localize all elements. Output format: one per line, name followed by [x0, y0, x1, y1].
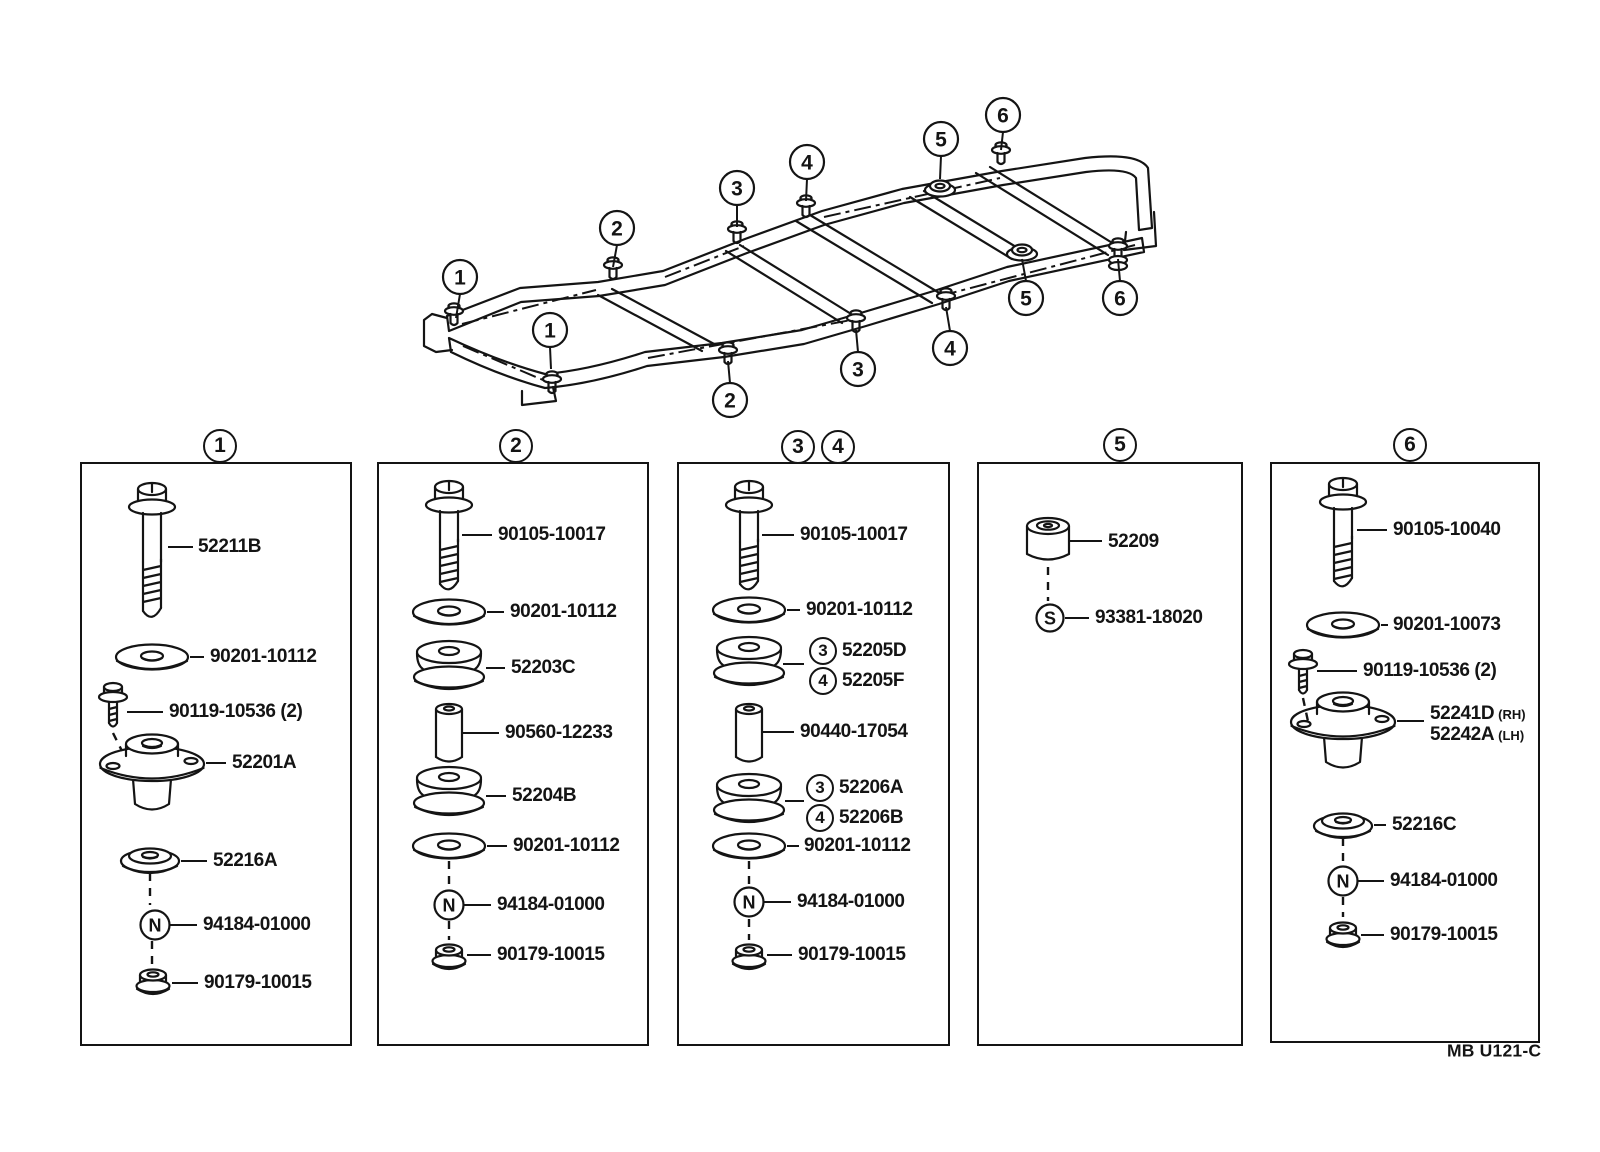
callout-5 — [924, 122, 958, 156]
part-label: 90201-10112 — [804, 835, 911, 856]
part-label: 90201-10112 — [806, 599, 913, 620]
bolt-icon — [543, 371, 561, 393]
part-label: 52241D (RH) — [1430, 703, 1526, 724]
part-label: 52209 — [1108, 531, 1159, 552]
svg-text:4: 4 — [801, 151, 813, 175]
panel-badge-1: 1 — [203, 429, 237, 463]
far-rail — [447, 156, 1152, 331]
row-badge-4: 4 — [806, 804, 834, 832]
body-mount-icon — [100, 735, 204, 810]
cushion-icon — [714, 637, 784, 685]
svg-text:5: 5 — [935, 128, 947, 152]
washer-icon — [116, 645, 188, 670]
svg-text:1: 1 — [544, 319, 556, 343]
nut-symbol-icon — [435, 891, 464, 920]
part-label: 52206B — [839, 807, 904, 828]
svg-text:4: 4 — [944, 337, 956, 361]
part-label: 52206A — [839, 777, 904, 798]
collar-icon — [436, 704, 462, 762]
row-badge-3: 3 — [806, 774, 834, 802]
cushion-icon — [414, 767, 484, 815]
part-label: 52205D — [842, 640, 907, 661]
callout-3 — [720, 171, 754, 205]
part-label: 94184-01000 — [203, 914, 311, 935]
part-label: 90119-10536 (2) — [169, 701, 303, 722]
flange-nut-icon — [1327, 923, 1360, 948]
bolt-icon — [1320, 478, 1366, 586]
nut-symbol-icon — [141, 911, 170, 940]
svg-text:N: N — [442, 895, 456, 916]
svg-text:2: 2 — [611, 217, 623, 241]
part-label: 52216C — [1392, 814, 1457, 835]
flange-nut-icon — [137, 970, 170, 995]
svg-text:3: 3 — [731, 177, 743, 201]
collar-icon — [736, 704, 762, 762]
panel-3-4-art — [713, 481, 804, 969]
part-label: 90179-10015 — [497, 944, 605, 965]
svg-text:3: 3 — [852, 358, 864, 382]
part-label: 52201A — [232, 752, 297, 773]
body-mount-icon — [1291, 693, 1395, 768]
part-label: 94184-01000 — [1390, 870, 1498, 891]
part-label: 52204B — [512, 785, 577, 806]
leader-lines — [462, 535, 507, 955]
svg-text:S: S — [1043, 608, 1057, 629]
nut-symbol-icon — [1329, 867, 1358, 896]
part-label: 52211B — [198, 536, 262, 557]
panel-badge-3: 3 — [781, 430, 815, 464]
part-label: 90105-10040 — [1393, 519, 1501, 540]
cushion-icon — [121, 849, 179, 874]
panel-2-art — [413, 481, 507, 969]
panel-badge-4: 4 — [821, 430, 855, 464]
cushion-icon — [1314, 814, 1372, 839]
callout-2 — [713, 383, 747, 417]
front-lower-bracket — [522, 387, 556, 405]
part-label: 90105-10017 — [498, 524, 606, 545]
part-label: 94184-01000 — [797, 891, 905, 912]
nut-symbol-icon — [735, 888, 764, 917]
washer-icon — [713, 834, 785, 859]
part-label: 90119-10536 (2) — [1363, 660, 1497, 681]
washer-icon — [413, 600, 485, 625]
bushing-icon — [930, 181, 950, 192]
svg-text:6: 6 — [997, 104, 1009, 128]
part-label: 90179-10015 — [1390, 924, 1498, 945]
side-suffix: (LH) — [1498, 728, 1525, 743]
washer-icon — [713, 598, 785, 623]
svg-text:N: N — [742, 892, 756, 913]
svg-text:N: N — [1336, 871, 1350, 892]
callout-4 — [933, 331, 967, 365]
small-bolt-icon — [1289, 650, 1317, 694]
bolt-icon — [937, 288, 955, 310]
part-label: 90201-10112 — [510, 601, 617, 622]
part-label: 94184-01000 — [497, 894, 605, 915]
small-bolt-icon — [99, 683, 127, 727]
washer-icon — [1307, 613, 1379, 638]
washer-icon — [413, 834, 485, 859]
cushion-icon — [714, 774, 784, 822]
svg-text:1: 1 — [454, 266, 466, 290]
svg-text:2: 2 — [724, 389, 736, 413]
svg-text:5: 5 — [1020, 287, 1032, 311]
flange-nut-icon — [733, 945, 766, 970]
part-label: 90201-10073 — [1393, 614, 1501, 635]
part-label: 52216A — [213, 850, 278, 871]
flange-nut-icon — [433, 945, 466, 970]
part-label: 52205F — [842, 670, 905, 691]
frame-illustration — [424, 98, 1156, 417]
part-label: 52242A (LH) — [1430, 724, 1525, 745]
bolt-icon — [719, 342, 737, 364]
page-code: MB U121-C — [1447, 1040, 1542, 1061]
bushing-icon — [1027, 518, 1069, 560]
bushing-icon — [1012, 245, 1032, 256]
callout-3 — [841, 352, 875, 386]
side-suffix: (RH) — [1498, 707, 1526, 722]
part-label: 90179-10015 — [798, 944, 906, 965]
callout-2 — [600, 211, 634, 245]
panel-badge-2: 2 — [499, 429, 533, 463]
callout-4 — [790, 145, 824, 179]
row-badge-4: 4 — [809, 667, 837, 695]
svg-text:N: N — [148, 915, 162, 936]
cushion-icon — [414, 641, 484, 689]
part-label: 93381-18020 — [1095, 607, 1203, 628]
callout-1 — [443, 260, 477, 294]
part-label: 90440-17054 — [800, 721, 908, 742]
bolt-icon — [604, 257, 622, 279]
svg-text:6: 6 — [1114, 287, 1126, 311]
part-label: 90560-12233 — [505, 722, 613, 743]
callout-6 — [1103, 281, 1137, 315]
bolt-icon — [129, 483, 175, 617]
callout-6 — [986, 98, 1020, 132]
part-label: 90179-10015 — [204, 972, 312, 993]
part-label: 90201-10112 — [210, 646, 317, 667]
panel-badge-5: 5 — [1103, 428, 1137, 462]
part-label: 52203C — [511, 657, 576, 678]
row-badge-3: 3 — [809, 637, 837, 665]
panel-badge-6: 6 — [1393, 428, 1427, 462]
callout-5 — [1009, 281, 1043, 315]
callout-1 — [533, 313, 567, 347]
part-label: 90105-10017 — [800, 524, 908, 545]
spring-washer-symbol-icon — [1037, 605, 1064, 632]
panel-5-art — [1027, 518, 1102, 632]
part-label: 90201-10112 — [513, 835, 620, 856]
